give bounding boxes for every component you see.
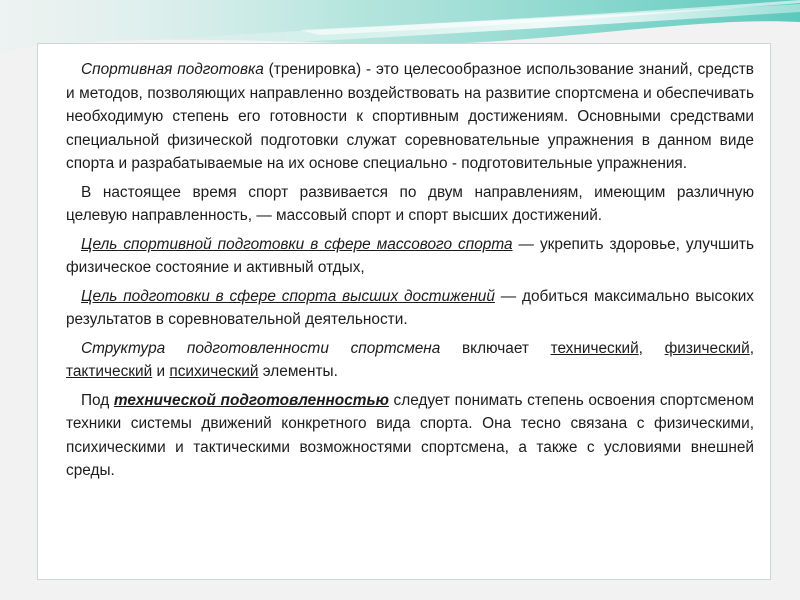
term-technical-readiness: технической подготовленностью [113, 391, 389, 409]
element-technical: технический [550, 339, 639, 357]
term-elite-sport-goal: Цель подготовки в сфере спорта высших достижений [81, 287, 495, 305]
definition-text: (тренировка) - это целесообразное использование знаний, средств и методов, позволяющих направленно воздействовать на развитие спортсмена и обеспечивать необходимую степень его готовности к спортивным достижениям. Основными средствами специальной физической подготовки служат соревновательные упражнения в данном виде спорта и разрабатываемые на их основе специально - подготовительные упражнения. [66, 61, 754, 172]
element-tactical: тактический [66, 363, 153, 380]
directions-text: В настоящее время спорт развивается по двум направлениям, имеющим различную целевую направленность, — массовый спорт и спорт высших достижений. [66, 183, 754, 224]
paragraph-technical-readiness [66, 389, 754, 483]
term-structure: Структура подготовленности спортсмена [81, 339, 441, 357]
separator: и [152, 363, 170, 380]
term-mass-sport-goal: Цель спортивной подготовки в сфере массового спорта [81, 235, 513, 253]
structure-text: включает [440, 339, 551, 357]
technical-readiness-text: следует понимать степень освоения спортсменом техники системы движений конкретного вида спорта. Она тесно связана с физическими, психическими и тактическими возможностями спортсмена, а также с условиями внешней среды. [66, 391, 754, 479]
lead-text: Под [81, 391, 114, 409]
separator: , [749, 339, 754, 357]
term-sport-training: Спортивная подготовка [81, 61, 264, 78]
paragraph-elite-sport-goal [66, 285, 754, 332]
paragraph-mass-sport-goal [66, 233, 754, 280]
mass-sport-goal-text: — укрепить здоровье, улучшить физическое состояние и активный отдых, [66, 235, 754, 276]
slide-body [66, 58, 754, 488]
elite-sport-goal-text: — добиться максимально высоких результатов в соревновательной деятельности. [66, 287, 754, 328]
structure-end-text: элементы. [258, 363, 338, 380]
separator: , [638, 339, 665, 357]
element-physical: физический [664, 339, 750, 357]
paragraph-directions [66, 181, 754, 228]
element-psychological: психический [169, 363, 259, 380]
paragraph-definition [66, 58, 754, 176]
paragraph-structure [66, 337, 754, 384]
